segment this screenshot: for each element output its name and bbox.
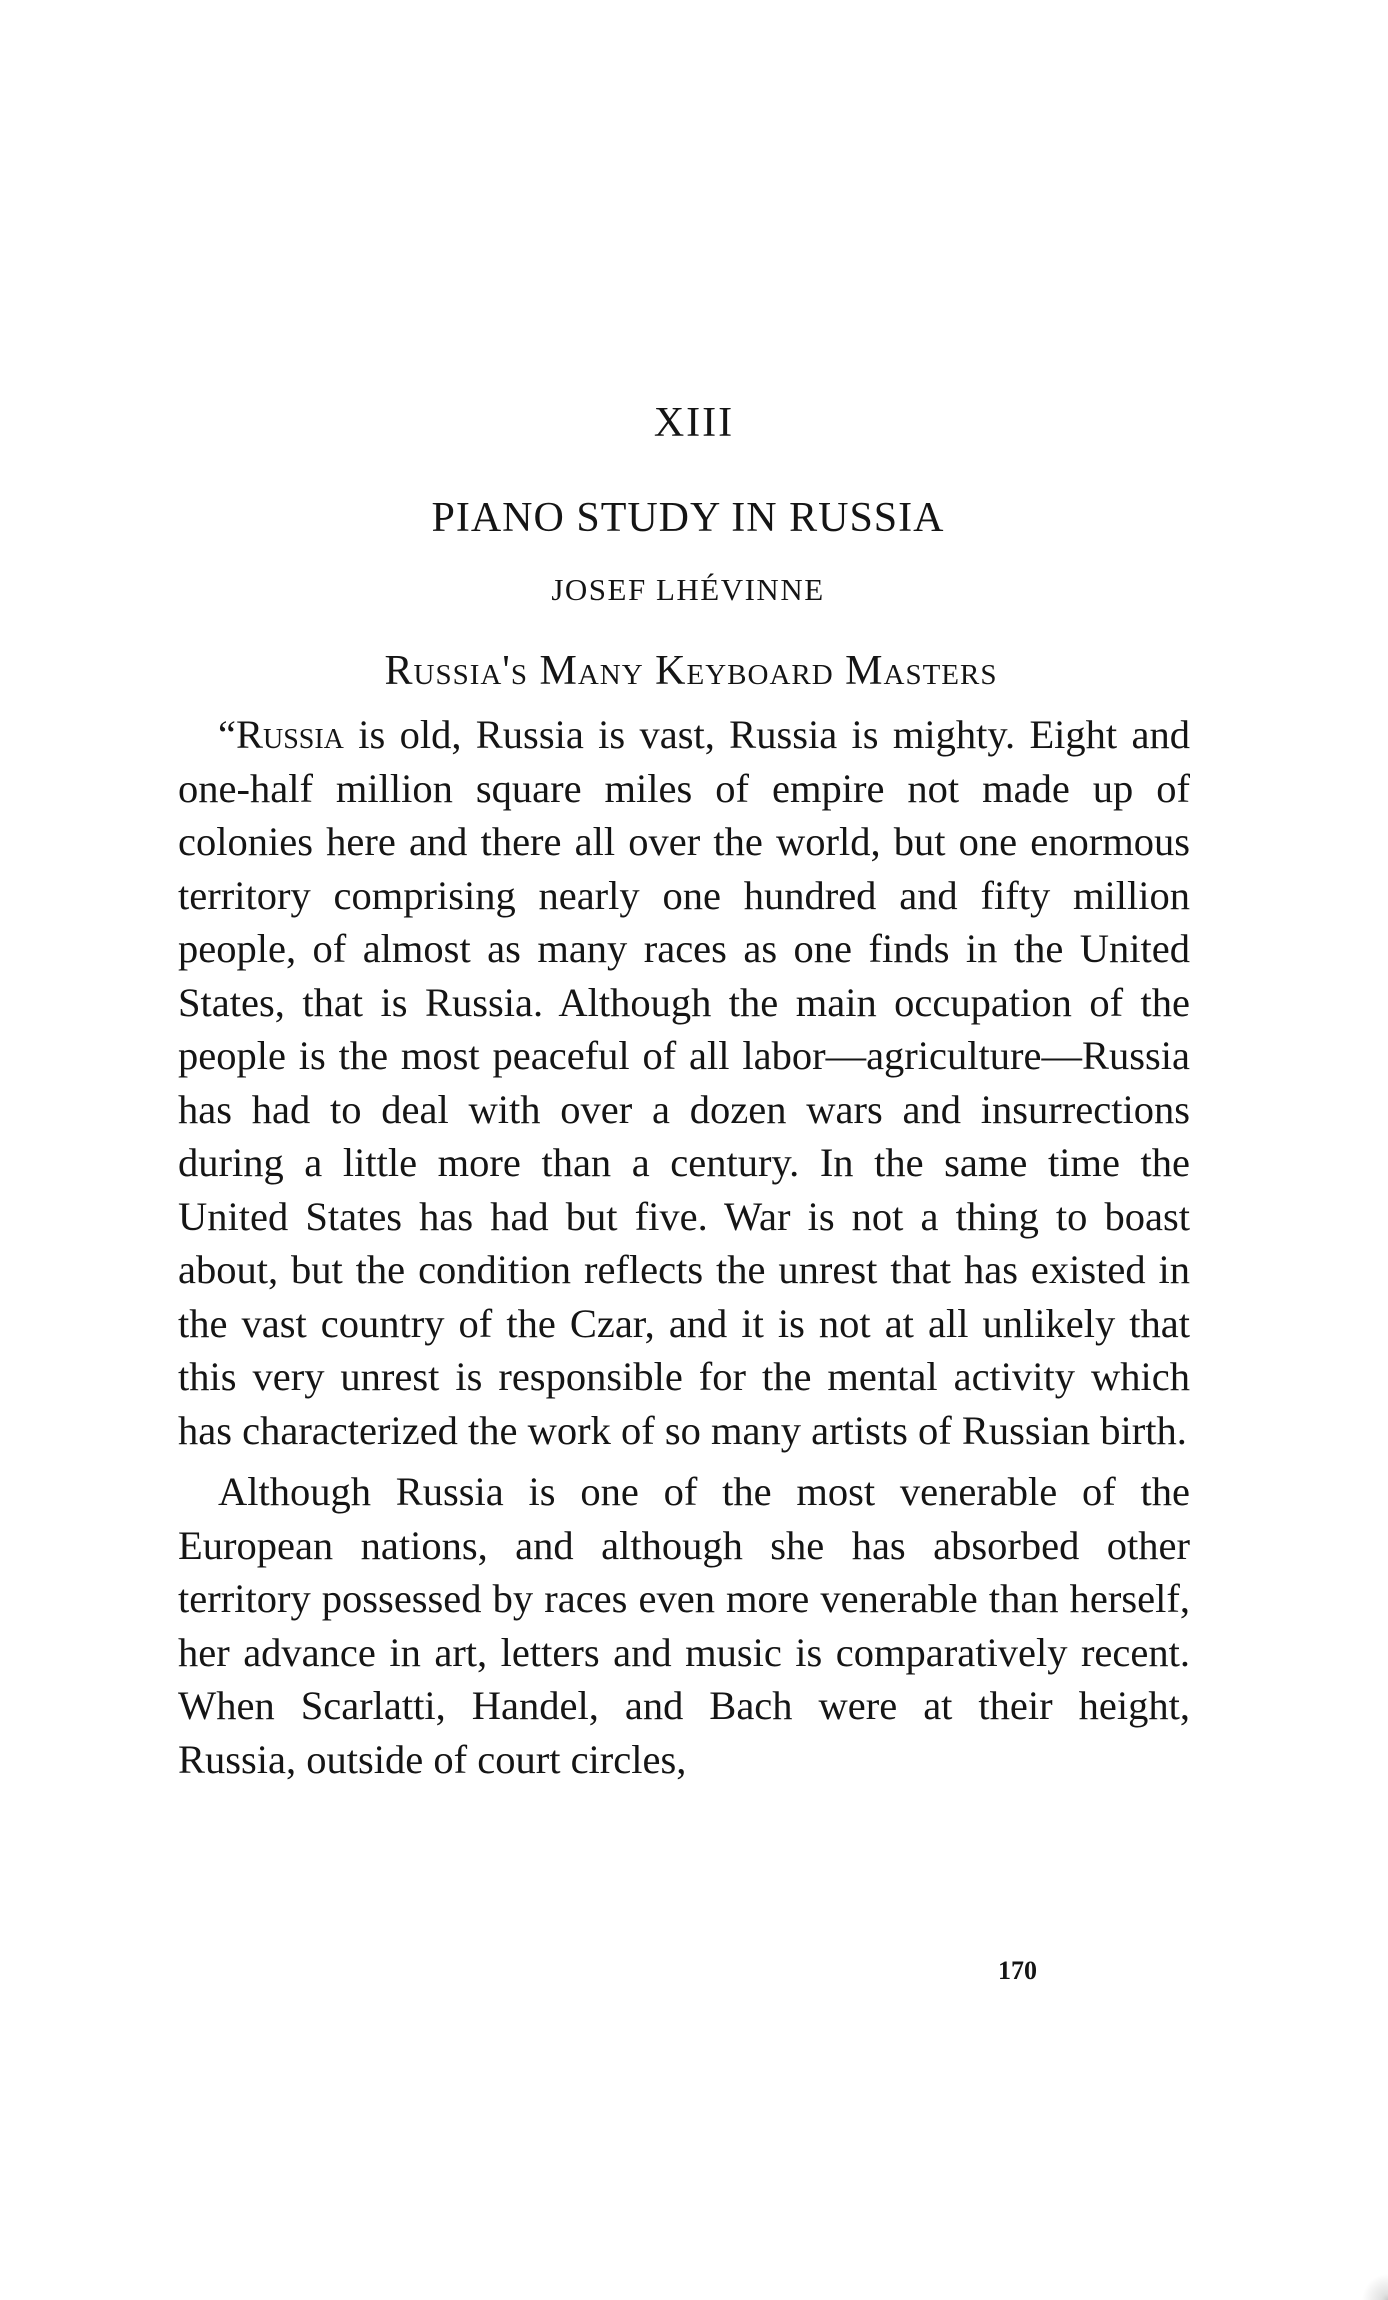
paragraph-1-text: is old, Russia is vast, Russia is mighty. Eight and one-half million square miles of empire not made up of colonies here and there all over the world, but one enormous territory comprising nearly one hundred and fifty million people, of almost as many races as one finds in the United States, that is Russia. Although the main occupation of the people is the most peaceful of all labor—agriculture—Russia has had to deal with over a dozen wars and insurrections during a little more than a century. In the same time the United States has had but five. War is not a thing to boast about, but the condition reflects the unrest that has existed in the vast country of the Czar, and it is not at all unlikely that this very unrest is responsible for the mental activity which has characterized the work of so many artists of Russian birth. (178, 712, 1190, 1453)
body-text (178, 708, 1190, 1786)
paragraph-2: Although Russia is one of the most venerable of the European nations, and although she has absorbed other territory possessed by races even more venerable than herself, her advance in art, letters and music is comparatively recent. When Scarlatti, Handel, and Bach were at their height, Russia, outside of court circles, (178, 1469, 1190, 1782)
chapter-number: XIII (653, 400, 735, 446)
scan-mark (1348, 2266, 1388, 2300)
paragraph-lead-word: “Russia (218, 712, 344, 757)
chapter-author: JOSEF LHÉVINNE (551, 572, 825, 607)
section-heading: Russia's Many Keyboard Masters (384, 648, 998, 694)
chapter-title: PIANO STUDY IN RUSSIA (431, 495, 945, 541)
paragraph-1 (178, 708, 1190, 1457)
page-number: 170 (998, 1956, 1037, 1985)
